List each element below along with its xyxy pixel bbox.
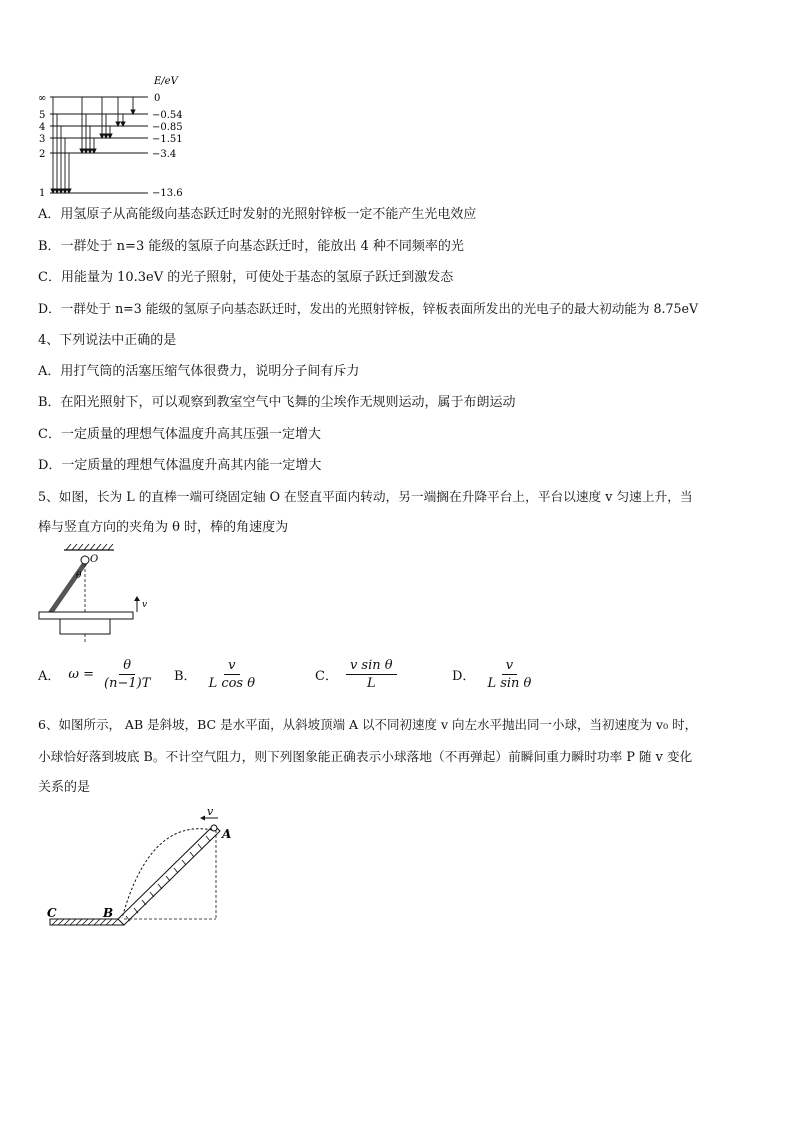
level-n-1: 1 [39, 188, 46, 199]
q5-option-b-label: B． [174, 669, 197, 684]
q5-option-a-numerator: θ [119, 657, 135, 675]
level-n-inf: ∞ [38, 93, 47, 104]
q6-stem-line1: 6、如图所示， AB 是斜坡，BC 是水平面，从斜坡顶端 A 以不同初速度 v 向左水平抛出同一小球，当初速度为 v₀ 时， [38, 717, 698, 732]
q3-option-b: B．一群处于 n=3 能级的氢原子向基态跃迁时，能放出 4 种不同频率的光 [38, 239, 464, 254]
q5-option-b-denominator: L cos θ [208, 676, 256, 691]
q5-option-a [38, 657, 154, 692]
q6-stem-line3: 关系的是 [38, 780, 91, 795]
q3-option-a: A．用氢原子从高能级向基态跃迁时发射的光照射锌板一定不能产生光电效应 [38, 207, 477, 222]
q5-option-c-numerator: v sin θ [346, 657, 397, 675]
q5-option-c-denominator: L [366, 676, 376, 691]
level-e-inf: 0 [154, 93, 161, 104]
q3-option-d: D．一群处于 n=3 能级的氢原子向基态跃迁时，发出的光照射锌板，锌板表面所发出的光电子的最大初动能为 8.75eV [38, 301, 699, 316]
q3-option-c: C．用能量为 10.3eV 的光子照射，可使处于基态的氢原子跃迁到激发态 [38, 270, 454, 285]
q5-option-d [452, 657, 535, 692]
level-n-3: 3 [39, 134, 46, 145]
q4-option-b: B．在阳光照射下，可以观察到教室空气中飞舞的尘埃作无规则运动，属于布朗运动 [38, 395, 516, 410]
q5-option-d-fraction [483, 657, 535, 692]
launch-velocity-label: v [207, 808, 214, 818]
level-n-2: 2 [39, 149, 46, 160]
q6-stem-line2: 小球恰好落到坡底 B。不计空气阻力，则下列图象能正确表示小球落地（不再弹起）前瞬间重力瞬时功率 P 随 v 变化 [38, 749, 693, 764]
slope-projectile-figure [40, 808, 240, 933]
q5-option-a-label: A． [38, 669, 61, 684]
level-e-2: −3.4 [152, 149, 177, 160]
level-n-5: 5 [39, 110, 46, 121]
q5-option-a-prefix: ω = [68, 667, 95, 682]
q4-option-a: A．用打气筒的活塞压缩气体很费力，说明分子间有斥力 [38, 364, 360, 379]
ball [211, 825, 217, 831]
q5-option-a-fraction [100, 657, 154, 692]
pivot-circle [81, 556, 89, 564]
q5-option-c-fraction [346, 657, 397, 692]
q5-option-b-fraction [205, 657, 260, 692]
velocity-label: v [142, 600, 148, 610]
q4-option-d: D．一定质量的理想气体温度升高其内能一定增大 [38, 458, 322, 473]
level-e-4: −0.85 [152, 122, 183, 133]
level-e-5: −0.54 [152, 110, 183, 121]
q5-option-c-label: C． [315, 669, 338, 684]
q5-stem-line1: 5、如图，长为 L 的直棒一端可绕固定轴 O 在竖直平面内转动，另一端搁在升降平台上，平台以速度 v 匀速上升，当 [38, 489, 693, 504]
platform-base [60, 619, 110, 634]
level-e-3: −1.51 [152, 134, 183, 145]
launch-velocity-arrowhead [200, 816, 205, 821]
angle-label: θ [76, 571, 82, 581]
q5-option-d-denominator: L sin θ [487, 676, 532, 691]
q5-option-a-denominator: (n−1)T [104, 676, 151, 691]
q5-option-d-numerator: v [502, 657, 517, 675]
level-e-1: −13.6 [152, 188, 183, 199]
velocity-arrowhead [134, 596, 140, 601]
rod-platform-figure [36, 540, 166, 645]
transition-arrows [51, 97, 135, 193]
ceiling-hatch [66, 544, 113, 550]
platform [39, 612, 133, 619]
q5-option-b-numerator: v [224, 657, 239, 675]
q5-stem-line2: 棒与竖直方向的夹角为 θ 时，棒的角速度为 [38, 520, 289, 535]
point-b-label: B [103, 906, 114, 920]
level-n-4: 4 [39, 122, 46, 133]
pivot-label: O [90, 554, 99, 565]
energy-level-diagram [30, 70, 210, 200]
q5-option-d-label: D． [452, 669, 476, 684]
point-a-label: A [222, 827, 232, 841]
q4-option-c: C．一定质量的理想气体温度升高其压强一定增大 [38, 427, 321, 442]
point-c-label: C [47, 906, 57, 920]
q5-option-c [315, 657, 397, 692]
q5-option-b [174, 657, 259, 692]
slope-ab [118, 825, 220, 925]
q4-stem: 4、下列说法中正确的是 [38, 333, 177, 348]
energy-axis-label: E/eV [154, 76, 178, 87]
